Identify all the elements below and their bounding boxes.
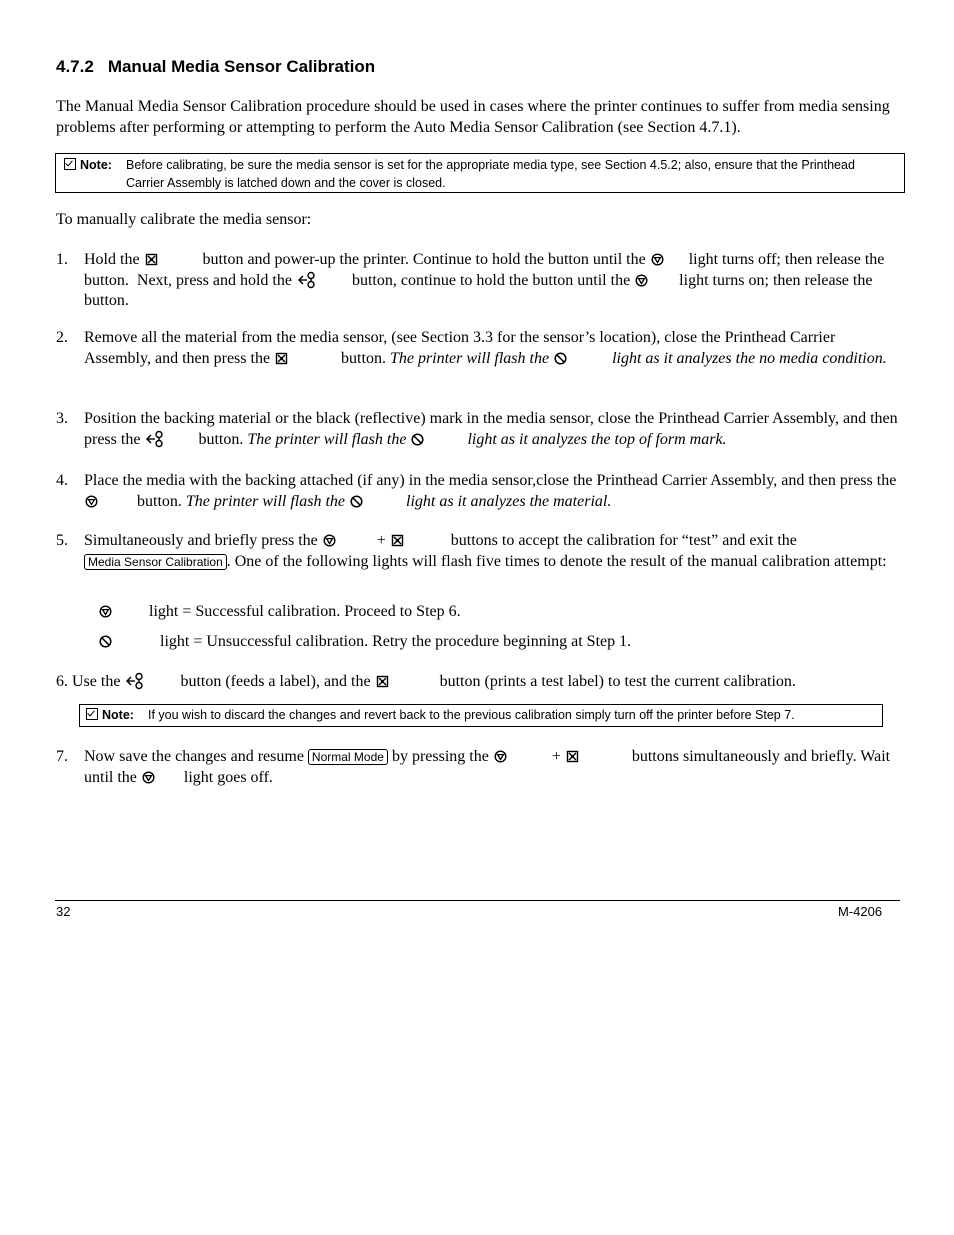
section-number: 4.7.2 xyxy=(56,57,94,76)
feed-button-icon xyxy=(145,430,167,448)
stop-light-icon xyxy=(554,352,567,365)
feed-button-icon xyxy=(297,271,319,289)
note-text: If you wish to discard the changes and revert back to the previous calibration simply turn off the printer before Step 7. xyxy=(148,708,795,722)
test-button-icon xyxy=(391,534,404,547)
pause-button-icon xyxy=(142,771,155,784)
manual-page: 4.7.2 Manual Media Sensor Calibration The Manual Media Sensor Calibration procedure should be used in cases where the printer continues to suffer from media sensing problems after performing or attempting to perform the Auto Media Sensor Calibration (see Section 4.7.1). Note: Before calibrating, be sure the media sensor is set for the appropriate media type, see Section 4.5.2; also, ensure that the Printhead Carrier Assembly is latched down and the cover is closed. To manually calibrate the media sensor: 1. Hold the button and power-up the printer. Continue to hold the button until the light turns off; then release the button. Next, press and hold the button, continue to hold the button until the light turns on; then release the button. 2. Remove all the material from the media sensor, (see Section 3.3 for the sensor’s location), close the Printhead Carrier Assembly, and then press the button. The printer will flash the light as it analyzes the no media condition. 3. Position the backing material or the black (reflective) mark in the media sensor, close the Printhead Carrier Assembly, and then press the button. The printer will flash the light as it analyzes the top of form mark. 4. Place the media with the backing attached (if any) in the media sensor,close the Printhead Carrier Assembly, and then press the button. The printer will flash the light as it analyzes the material. 5. Simultaneously and briefly press the + buttons to accept the calibration for “test” and exit the Media Sensor Calibration . One of the following lights will flash five times to denote the result of the manual calibration attempt: light = Successful calibration. Proceed to Step 6. light = Unsuccessful calibration. Retry the procedure beginning at Step 1. 6. Use the button (feeds a label), and the button (prints a test label) to test the current calibration. Note: If you wish to discard the changes and revert back to the previous calibration simply turn off the printer before Step 7. 7. Now save the changes and resume Normal Mode by pressing the + buttons simultaneously and briefly. Wait until the light goes off. 32 M-4206 xyxy=(0,0,954,1235)
pause-button-icon xyxy=(99,605,112,618)
mode-indicator-media-sensor-calibration: Media Sensor Calibration xyxy=(84,554,227,570)
note-box-discard xyxy=(79,704,883,727)
section-title: Manual Media Sensor Calibration xyxy=(107,57,376,76)
section-heading xyxy=(56,57,375,77)
note-box-calibrating xyxy=(55,153,905,193)
test-button-icon xyxy=(275,352,288,365)
pause-button-icon xyxy=(494,750,507,763)
mode-indicator-normal-mode: Normal Mode xyxy=(308,749,388,765)
stop-light-icon xyxy=(350,495,363,508)
test-button-icon xyxy=(566,750,579,763)
checkbox-icon xyxy=(64,158,76,170)
stop-light-icon xyxy=(411,433,424,446)
pause-button-icon xyxy=(85,495,98,508)
note-text: Before calibrating, be sure the media sensor is set for the appropriate media type, see Section 4.5.2; also, ensure that the Printhead Carrier Assembly is latched down and the cover is closed. xyxy=(126,158,855,190)
note-label: Note: xyxy=(64,156,112,174)
pause-button-icon xyxy=(323,534,336,547)
pause-button-icon xyxy=(635,274,648,287)
note-label: Note: xyxy=(86,706,134,724)
test-button-icon xyxy=(376,675,389,688)
test-button-icon xyxy=(145,253,158,266)
result-failure: light = Unsuccessful calibration. Retry the procedure beginning at Step 1. xyxy=(98,632,631,653)
footer-rule xyxy=(55,900,900,901)
intro-paragraph: The Manual Media Sensor Calibration procedure should be used in cases where the printer continues to suffer from media sensing problems after performing or attempting to perform the Auto Media Sensor Calibration (see Section 4.7.1). xyxy=(56,98,890,136)
document-number: M-4206 xyxy=(838,904,883,919)
result-success: light = Successful calibration. Proceed to Step 6. xyxy=(98,602,461,623)
pause-button-icon xyxy=(651,253,664,266)
checkbox-icon xyxy=(86,708,98,720)
page-number: 32 xyxy=(56,904,71,919)
procedure-lead: To manually calibrate the media sensor: xyxy=(56,211,312,228)
step-6: 6. Use the button (feeds a label), and the button (prints a test label) to test the current calibration. xyxy=(56,673,796,690)
feed-button-icon xyxy=(125,672,147,690)
stop-light-icon xyxy=(99,635,112,648)
